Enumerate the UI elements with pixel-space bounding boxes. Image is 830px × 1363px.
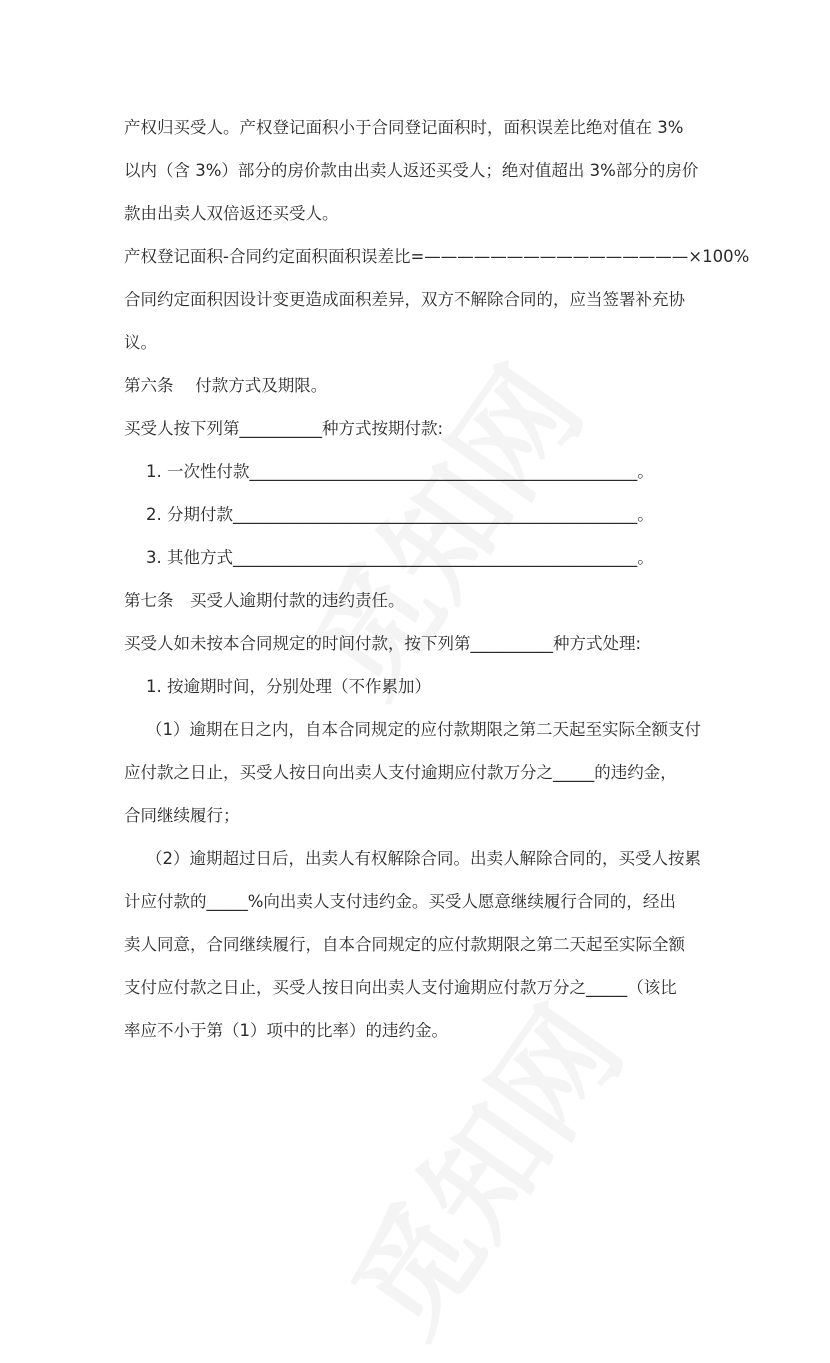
list-item: 2. 分期付款_________________________________________________。 [146,505,654,524]
paragraph-line: 款由出卖人双倍返还买受人。 [124,204,339,223]
document-body [124,106,750,1052]
paragraph-line: 买受人如未按本合同规定的时间付款，按下列第__________种方式处理: [124,634,642,653]
paragraph-line: 卖人同意，合同继续履行，自本合同规定的应付款期限之第二天起至实际全额 [124,935,685,954]
paragraph-line: 以内（含 3%）部分的房价款由出卖人返还买受人；绝对值超出 3%部分的房价 [124,161,699,180]
paragraph-line: 计应付款的_____%向出卖人支付违约金。买受人愿意继续履行合同的，经出 [124,892,676,911]
paragraph-line: 合同约定面积因设计变更造成面积差异，双方不解除合同的，应当签署补充协 [124,290,685,309]
paragraph-line: 应付款之日止，买受人按日向出卖人支付逾期应付款万分之_____的违约金， [124,763,677,782]
list-item: 1. 一次性付款_______________________________________________。 [146,462,654,481]
paragraph-line: （2）逾期超过日后，出卖人有权解除合同。出卖人解除合同的，买受人按累 [146,849,701,868]
paragraph-line: 买受人按下列第__________种方式按期付款: [124,419,444,438]
paragraph-line: 合同继续履行； [124,806,240,825]
formula-line: 产权登记面积-合同约定面积面积误差比=————————————————×100% [124,247,750,266]
paragraph-line: 产权归买受人。产权登记面积小于合同登记面积时，面积误差比绝对值在 3% [124,118,684,137]
paragraph-line: 率应不小于第（1）项中的比率）的违约金。 [124,1021,448,1040]
paragraph-line: 支付应付款之日止，买受人按日向出卖人支付逾期应付款万分之_____（该比 [124,978,677,997]
article-6-heading: 第六条 付款方式及期限。 [124,376,328,395]
list-item: 3. 其他方式_________________________________________________。 [146,548,654,567]
list-item: 1. 按逾期时间，分别处理（不作累加） [146,677,431,696]
paragraph-line: 议。 [124,333,157,352]
paragraph-line: （1）逾期在日之内，自本合同规定的应付款期限之第二天起至实际全额支付 [146,720,701,739]
article-7-heading: 第七条 买受人逾期付款的违约责任。 [124,591,405,610]
